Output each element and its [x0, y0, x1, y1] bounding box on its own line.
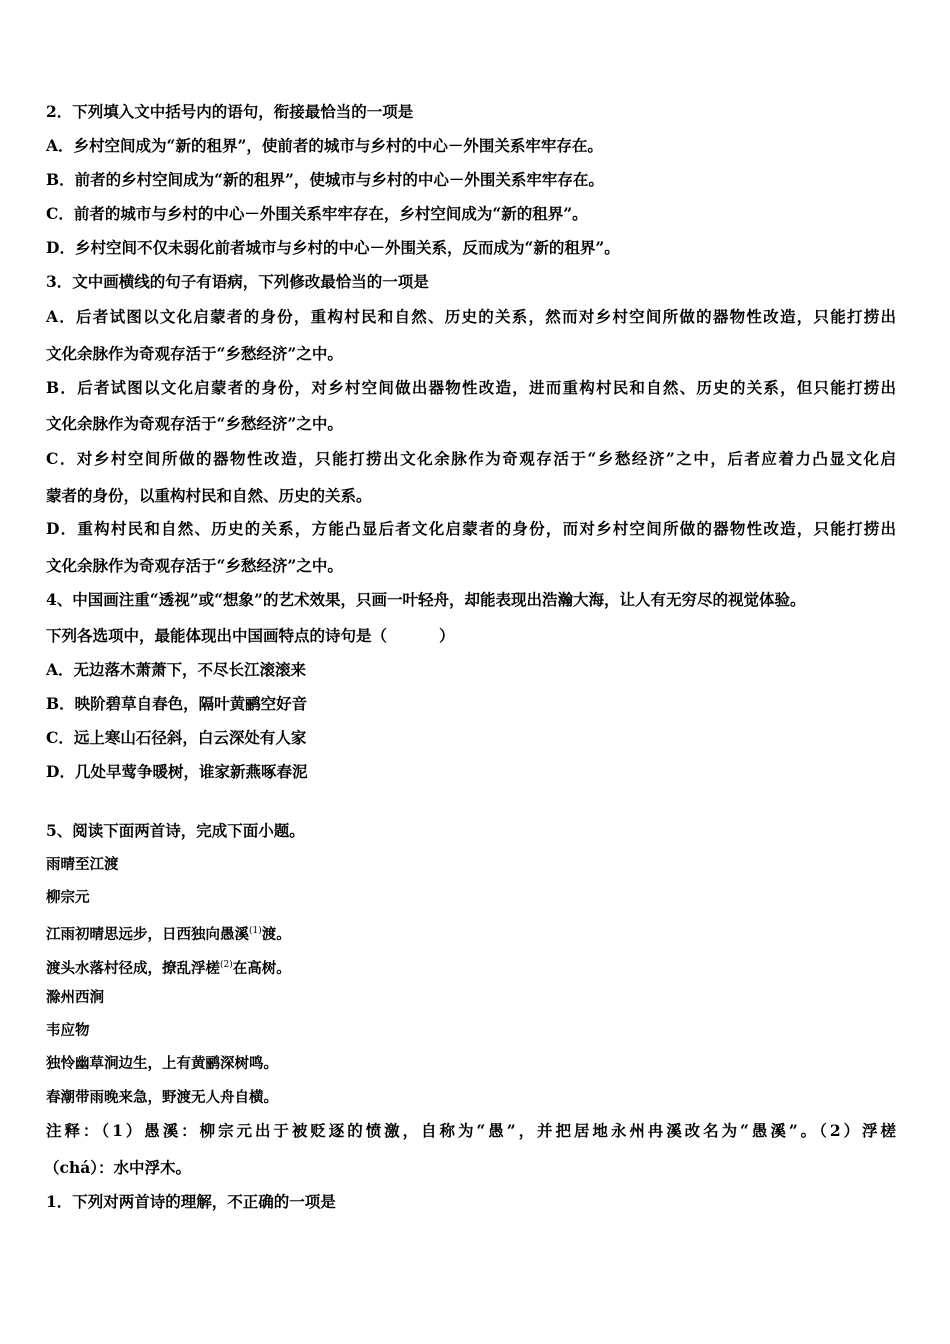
q3-option-c-line2: 蒙者的身份，以重构村民和自然、历史的关系。: [46, 486, 372, 505]
q5-sub1-stem: 1．下列对两首诗的理解，不正确的一项是: [46, 1192, 336, 1211]
poem1-line1-a: 江雨初晴思远步，日西独向愚溪: [46, 926, 249, 943]
q5-note-line1: 注释：（1）愚溪：柳宗元出于被贬逐的愤激，自称为“愚”，并把居地永州冉溪改名为“愚溪”。（2）浮槎: [46, 1121, 896, 1140]
q3-option-a-line1: A．后者试图以文化启蒙者的身份，重构村民和自然、历史的关系，然而对乡村空间所做的器物性改造，只能打捞出: [46, 307, 896, 326]
q4-stem: [46, 626, 455, 646]
q3-option-b-line1: B．后者试图以文化启蒙者的身份，对乡村空间做出器物性改造，进而重构村民和自然、历史的关系，但只能打捞出: [46, 378, 896, 397]
q3-option-b-line2: 文化余脉作为奇观存活于“乡愁经济”之中。: [46, 414, 343, 433]
q2-stem: 2．下列填入文中括号内的语句，衔接最恰当的一项是: [46, 102, 414, 121]
q4-option-a: A．无边落木萧萧下，不尽长江滚滚来: [46, 660, 307, 679]
poem2-line2: 春潮带雨晚来急，野渡无人舟自横。: [46, 1089, 278, 1106]
q5-intro: 5、阅读下面两首诗，完成下面小题。: [46, 821, 305, 840]
q3-option-d-line1: D．重构村民和自然、历史的关系，方能凸显后者文化启蒙者的身份，而对乡村空间所做的器物性改造，只能打捞出: [46, 519, 896, 538]
poem2-title: 滁州西涧: [46, 989, 104, 1006]
q4-option-d: D．几处早莺争暖树，谁家新燕啄春泥: [46, 762, 308, 781]
footnote-marker-1: (1): [249, 926, 262, 936]
q4-option-b: B．映阶碧草自春色，隔叶黄鹂空好音: [46, 694, 308, 713]
poem1-line2-a: 渡头水落村径成，撩乱浮槎: [46, 960, 220, 977]
q4-stem-text: 下列各选项中，最能体现出中国画特点的诗句是（: [46, 626, 388, 645]
q4-intro: 4、中国画注重“透视”或“想象”的艺术效果，只画一叶轻舟，却能表现出浩瀚大海，让人有无穷尽的视觉体验。: [46, 590, 806, 609]
poem1-line2: [46, 955, 291, 979]
poem1-line1-b: 渡。: [261, 926, 291, 943]
q2-option-c: C．前者的城市与乡村的中心－外围关系牢牢存在，乡村空间成为“新的租界”。: [46, 204, 588, 223]
poem1-line1: [46, 921, 291, 945]
q3-option-d-line2: 文化余脉作为奇观存活于“乡愁经济”之中。: [46, 556, 343, 575]
poem2-author: 韦应物: [46, 1022, 90, 1039]
poem1-title: 雨晴至江渡: [46, 856, 119, 873]
poem1-author: 柳宗元: [46, 889, 90, 906]
poem2-line1: 独怜幽草涧边生，上有黄鹂深树鸣。: [46, 1055, 278, 1072]
q3-stem: 3．文中画横线的句子有语病，下列修改最恰当的一项是: [46, 272, 429, 291]
q5-note-line2: （chá）：水中浮木。: [44, 1158, 192, 1177]
q4-stem-end: ）: [439, 626, 455, 645]
q4-option-c: C．远上寒山石径斜，白云深处有人家: [46, 728, 307, 747]
q3-option-a-line2: 文化余脉作为奇观存活于“乡愁经济”之中。: [46, 344, 343, 363]
q2-option-d: D．乡村空间不仅未弱化前者城市与乡村的中心－外围关系，反而成为“新的租界”。: [46, 238, 620, 257]
footnote-marker-2: (2): [220, 960, 233, 970]
q2-option-b: B．前者的乡村空间成为“新的租界”，使城市与乡村的中心－外围关系牢牢存在。: [46, 170, 604, 189]
poem1-line2-b: 在高树。: [232, 960, 291, 977]
q3-option-c-line1: C．对乡村空间所做的器物性改造，只能打捞出文化余脉作为奇观存活于“乡愁经济”之中，后者应着力凸显文化启: [46, 449, 896, 468]
q2-option-a: A．乡村空间成为“新的租界”，使前者的城市与乡村的中心－外围关系牢牢存在。: [46, 136, 603, 155]
